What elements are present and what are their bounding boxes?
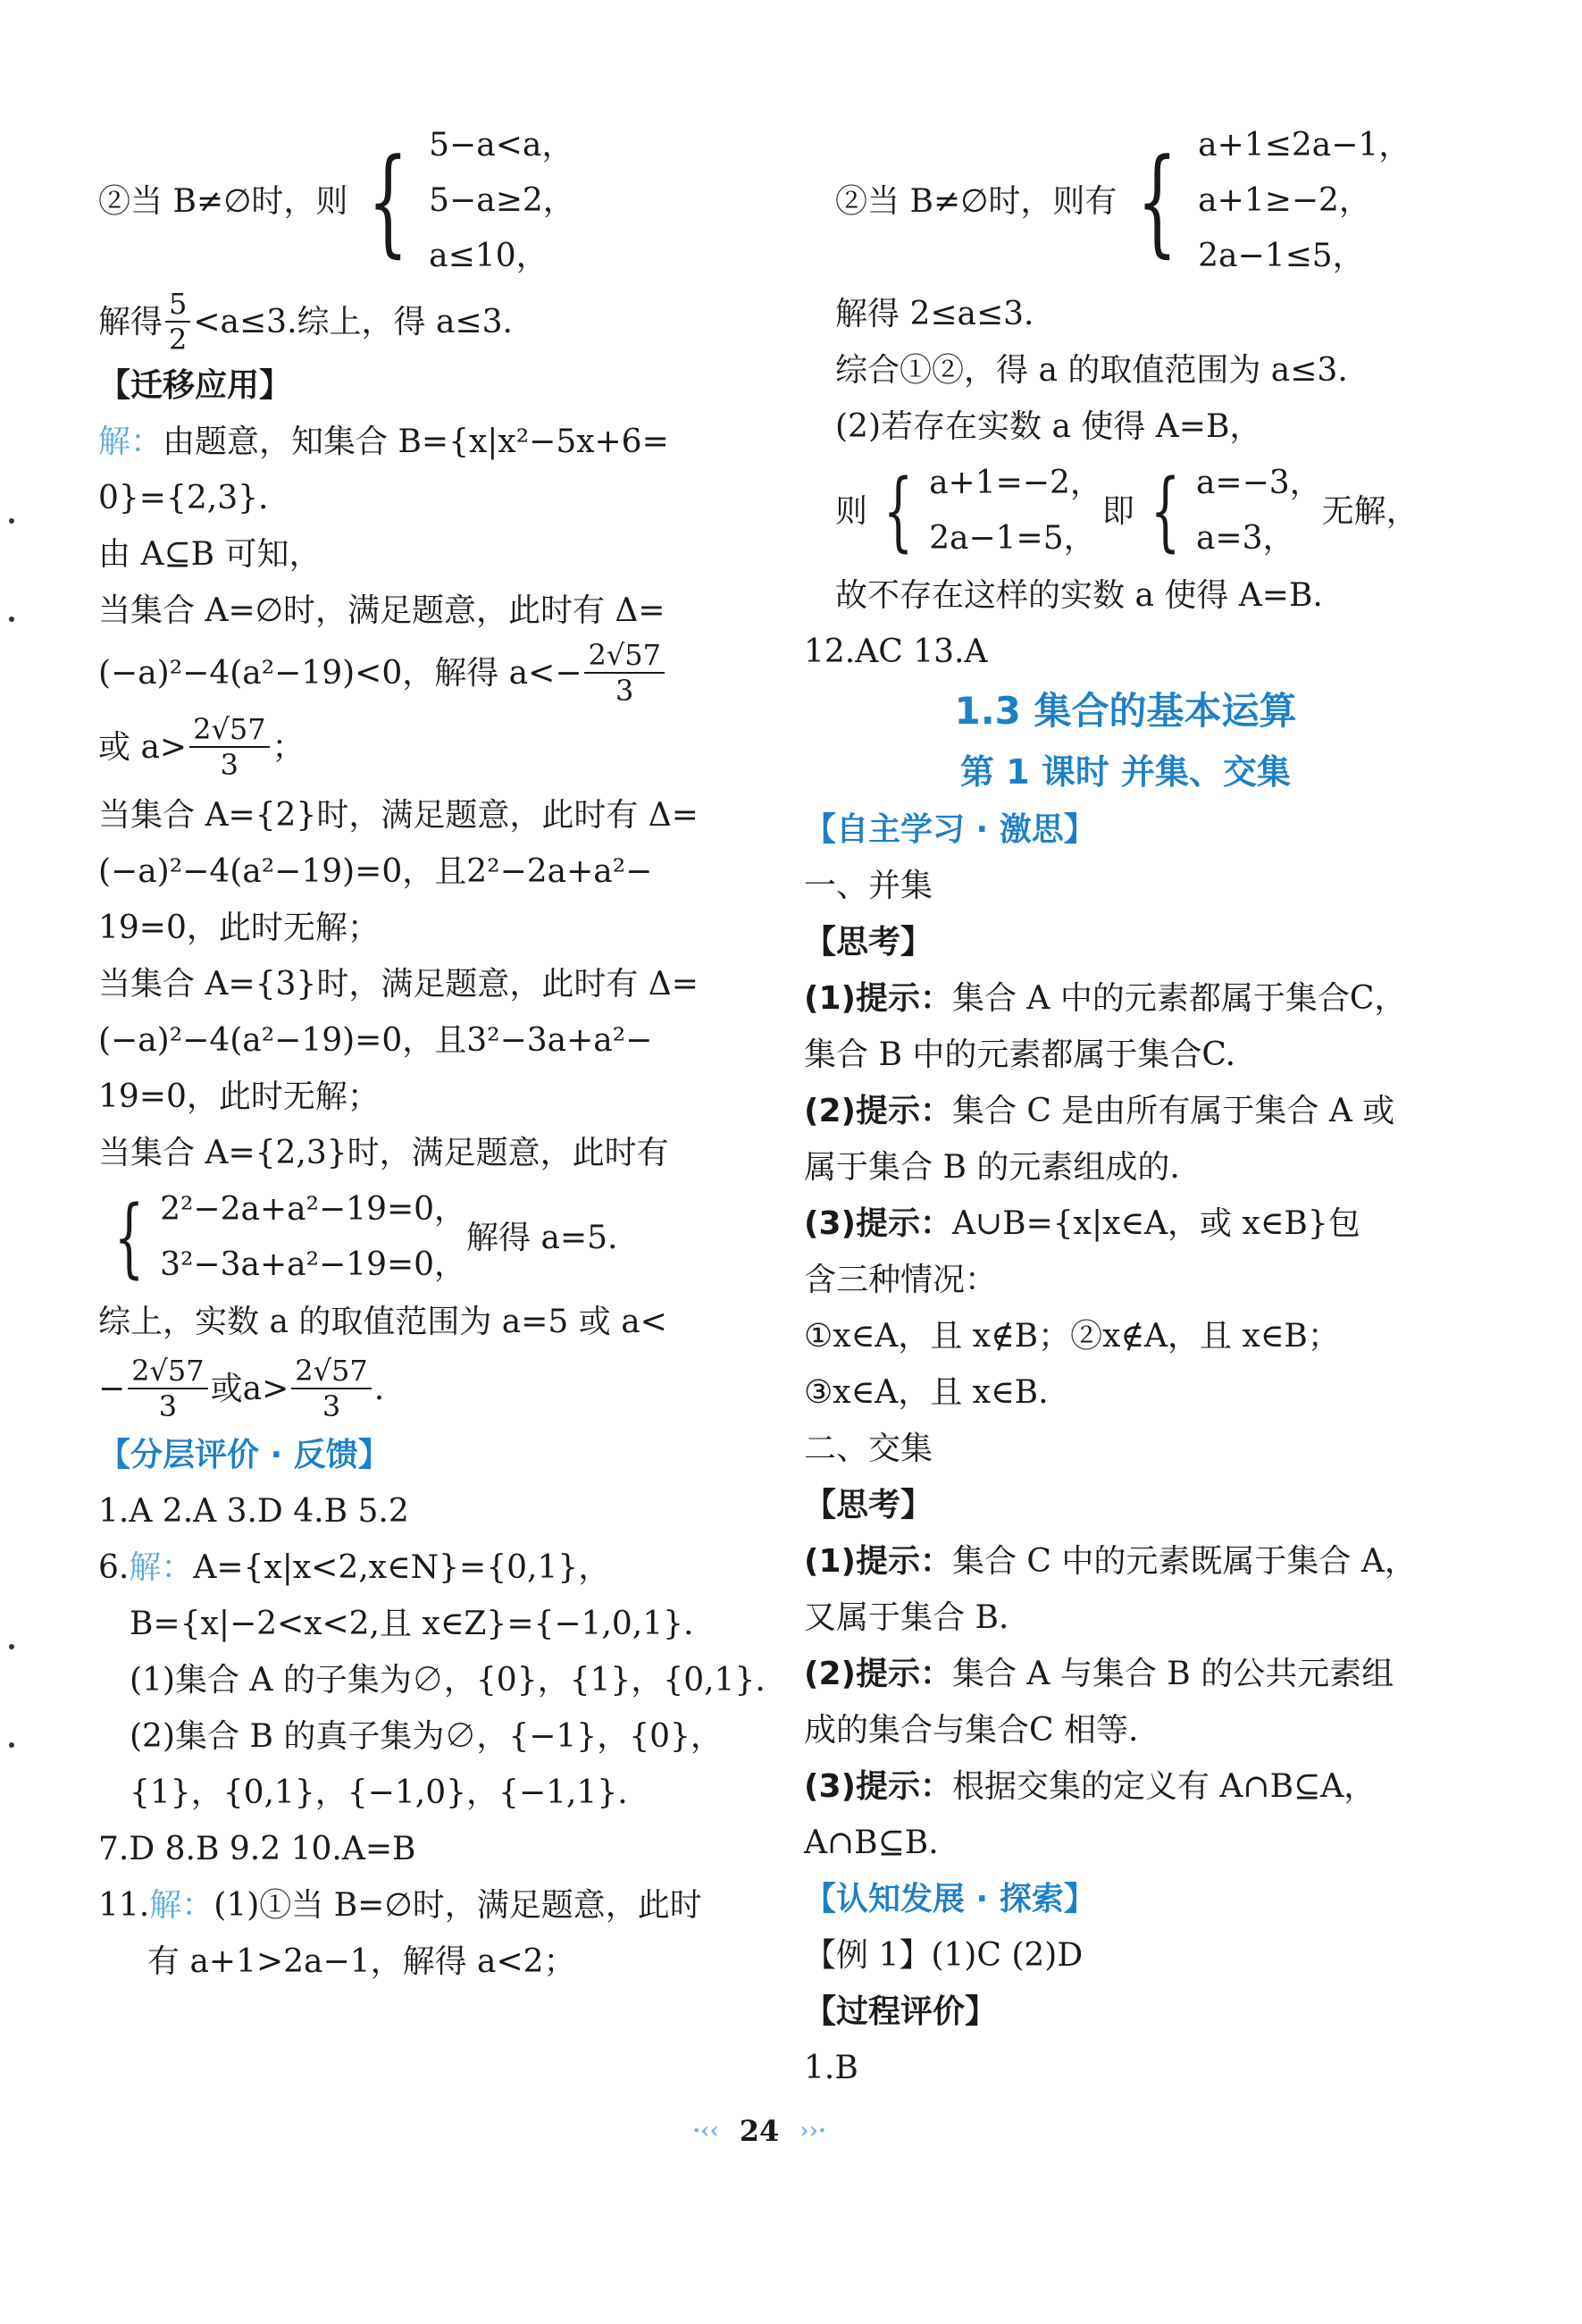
- hint-label: (3)提示：: [804, 1205, 952, 1242]
- system-row: 2²−2a+a²−19=0，: [160, 1191, 467, 1228]
- page-number-text: 24: [739, 2114, 780, 2148]
- equation-system-block: [98, 1182, 466, 1293]
- paragraph: 当集合 A=∅时，满足题意，此时有 Δ=: [98, 592, 665, 629]
- paragraph: [804, 1083, 1447, 1139]
- text: (1)①当 B=∅时，满足题意，此时: [213, 1887, 702, 1924]
- example-answer: 【例 1】(1)C (2)D: [804, 1937, 1084, 1974]
- paragraph: (2)集合 B 的真子集为∅，{−1}，{0}，: [130, 1718, 723, 1755]
- text: A∪B={x|x∈A，或 x∈B}包: [951, 1205, 1360, 1242]
- text: ②当 B≠∅时，则有: [835, 182, 1117, 220]
- system-row: a+1≤2a−1，: [1198, 127, 1411, 164]
- equation-system: [98, 1181, 741, 1294]
- inequality-system: [1117, 118, 1410, 284]
- paragraph: 成的集合与集合C 相等.: [804, 1712, 1139, 1749]
- lesson-title: 第 1 课时 并集、交集: [959, 752, 1292, 792]
- section-heading-renzhi: 【认知发展 · 探索】: [804, 1881, 1096, 1917]
- case-b-nonempty: [804, 116, 1447, 286]
- text: −: [98, 1370, 126, 1407]
- paragraph: B={x|−2<x<2,且 x∈Z}={−1,0,1}.: [130, 1606, 694, 1642]
- equation-system-block: [867, 456, 1102, 566]
- hint-label: (1)提示：: [804, 980, 952, 1017]
- paragraph: 集合 B 中的元素都属于集合C.: [804, 1036, 1236, 1073]
- text: 即: [1101, 492, 1134, 530]
- margin-mark: [9, 617, 14, 622]
- denominator: 3: [615, 674, 634, 708]
- text: 无解，: [1321, 492, 1419, 530]
- inequality-system: [347, 118, 574, 284]
- left-column: [98, 116, 766, 1990]
- system-row: 3²−3a+a²−19=0，: [160, 1246, 467, 1283]
- right-ornament-icon: ››·: [799, 2118, 826, 2144]
- brace-icon: {: [883, 461, 914, 561]
- paragraph: [804, 1533, 1447, 1590]
- numerator: 5: [165, 287, 190, 323]
- brace-icon: {: [113, 1187, 145, 1288]
- denominator: 3: [158, 1389, 178, 1423]
- subheading-bingji: 一、并集: [804, 868, 933, 904]
- text: ②当 B≠∅时，则: [98, 182, 348, 220]
- text: <a≤3.综上，得 a≤3.: [193, 303, 513, 340]
- paragraph: [98, 639, 741, 707]
- brace-icon: {: [1137, 133, 1178, 269]
- jie-label: 解：: [129, 1549, 194, 1586]
- text: 或 a>: [98, 728, 188, 766]
- system-row: 5−a≥2，: [429, 182, 575, 219]
- text: 由题意，知集合 B={x|x²−5x+6=: [163, 424, 669, 460]
- fraction: [584, 638, 664, 708]
- fraction: [165, 287, 190, 357]
- numerator: 2√57: [128, 1354, 207, 1389]
- denominator: 3: [322, 1389, 341, 1423]
- equation-system: [804, 455, 1447, 567]
- denominator: 3: [220, 748, 239, 782]
- brace-icon: {: [1150, 461, 1181, 561]
- system-row: 2a−1=5，: [929, 520, 1096, 557]
- paragraph: {1}，{0,1}，{−1,0}，{−1,1}.: [130, 1774, 628, 1811]
- section-heading-sikao: 【思考】: [804, 924, 933, 961]
- paragraph: (−a)²−4(a²−19)=0，且2²−2a+a²−: [98, 853, 653, 890]
- margin-mark: [9, 1644, 14, 1649]
- hint-label: (2)提示：: [804, 1093, 952, 1129]
- text: 集合 C 是由所有属于集合 A 或: [951, 1093, 1395, 1129]
- paragraph: 综上，实数 a 的取值范围为 a=5 或 a<: [98, 1304, 667, 1340]
- paragraph: A∩B⊆B.: [804, 1825, 939, 1861]
- paragraph: 当集合 A={2}时，满足题意，此时有 Δ=: [98, 797, 699, 834]
- paragraph: 有 a+1>2a−1，解得 a<2；: [147, 1943, 576, 1980]
- subheading-jiaoji: 二、交集: [804, 1430, 933, 1467]
- text: ；: [272, 728, 305, 766]
- equation-system-block: [1134, 456, 1322, 566]
- paragraph: 19=0，此时无解；: [98, 910, 380, 946]
- text: 或a>: [210, 1370, 289, 1407]
- paragraph: [804, 970, 1447, 1027]
- hint-label: (2)提示：: [804, 1656, 952, 1692]
- paragraph: 含三种情况：: [804, 1262, 998, 1298]
- fraction: [189, 712, 269, 782]
- text: 集合 A 与集合 B 的公共元素组: [951, 1656, 1394, 1692]
- section-title: 1.3 集合的基本运算: [954, 689, 1297, 733]
- text: .: [373, 1370, 385, 1407]
- numerator: 2√57: [584, 638, 664, 674]
- system-row: a=−3，: [1195, 465, 1322, 501]
- solution-line: [98, 286, 741, 357]
- section-heading-guocheng: 【过程评价】: [804, 1993, 998, 2030]
- page-number: [688, 2109, 831, 2153]
- hint-label: (3)提示：: [804, 1768, 952, 1805]
- answers-row: 12.AC 13.A: [804, 633, 988, 670]
- denominator: 2: [169, 323, 188, 357]
- answers-row: 1.A 2.A 3.D 4.B 5.2: [98, 1493, 409, 1530]
- numerator: 2√57: [189, 712, 269, 748]
- answer-11: [98, 1877, 741, 1934]
- system-row: a+1=−2，: [929, 465, 1102, 501]
- answer-6: [98, 1540, 741, 1596]
- text: 集合 A 中的元素都属于集合C，: [951, 980, 1407, 1017]
- paragraph: 解得 2≤a≤3.: [835, 296, 1034, 332]
- paragraph: [804, 1196, 1447, 1252]
- numerator: 2√57: [291, 1354, 371, 1389]
- system-row: a≤10，: [429, 238, 548, 274]
- answers-row: 7.D 8.B 9.2 10.A=B: [98, 1831, 416, 1867]
- right-column: [804, 116, 1447, 2096]
- paragraph: [98, 414, 741, 470]
- margin-mark: [9, 518, 14, 524]
- paragraph: (2)若存在实数 a 使得 A=B，: [835, 408, 1262, 445]
- margin-mark: [9, 1742, 14, 1748]
- text: 集合 C 中的元素既属于集合 A，: [951, 1543, 1417, 1580]
- text: 解得 a=5.: [466, 1219, 618, 1256]
- hint-label: (1)提示：: [804, 1543, 952, 1580]
- paragraph: 由 A⊆B 可知，: [98, 536, 322, 573]
- text: 解得: [98, 303, 163, 340]
- text: 11.: [98, 1887, 150, 1924]
- section-heading-qianyi: 【迁移应用】: [98, 367, 292, 404]
- paragraph: 属于集合 B 的元素组成的.: [804, 1149, 1180, 1186]
- paragraph: 故不存在这样的实数 a 使得 A=B.: [835, 577, 1323, 614]
- system-row: 2a−1≤5，: [1198, 238, 1365, 274]
- paragraph: (1)集合 A 的子集为∅，{0}，{1}，{0,1}.: [130, 1662, 766, 1699]
- paragraph: 0}={2,3}.: [98, 480, 269, 516]
- fraction: [291, 1354, 371, 1423]
- left-ornament-icon: ·‹‹: [692, 2118, 719, 2144]
- text: A={x|x<2,x∈N}={0,1}，: [193, 1549, 611, 1586]
- paragraph: 当集合 A={3}时，满足题意，此时有 Δ=: [98, 966, 699, 1003]
- paragraph: (−a)²−4(a²−19)=0，且3²−3a+a²−: [98, 1022, 653, 1059]
- section-heading-zizhu: 【自主学习 · 激思】: [804, 811, 1096, 848]
- paragraph: [804, 1758, 1447, 1815]
- system-row: 5−a<a，: [429, 127, 574, 164]
- paragraph: 当集合 A={2,3}时，满足题意，此时有: [98, 1135, 669, 1171]
- case-b-nonempty: [98, 116, 741, 286]
- paragraph: 又属于集合 B.: [804, 1599, 1009, 1636]
- jie-label: 解：: [98, 424, 163, 460]
- system-row: a+1≥−2，: [1198, 182, 1371, 219]
- paragraph: 19=0，此时无解；: [98, 1078, 380, 1115]
- text: (−a)²−4(a²−19)<0，解得 a<−: [98, 654, 582, 692]
- paragraph: [804, 1646, 1447, 1702]
- fraction: [128, 1354, 207, 1423]
- paragraph: ③x∈A，且 x∈B.: [804, 1374, 1049, 1411]
- text: 6.: [98, 1549, 130, 1586]
- paragraph: ①x∈A，且 x∉B；②x∉A，且 x∈B；: [804, 1318, 1340, 1355]
- text: 则: [835, 492, 868, 530]
- system-row: a=3，: [1195, 520, 1295, 557]
- brace-icon: {: [368, 133, 409, 269]
- paragraph: [98, 707, 741, 787]
- jie-label: 解：: [149, 1887, 214, 1924]
- section-heading-fenceng: 【分层评价 · 反馈】: [98, 1437, 390, 1473]
- paragraph: 综合①②，得 a 的取值范围为 a≤3.: [835, 352, 1348, 389]
- answers-row: 1.B: [804, 2050, 858, 2086]
- text: 根据交集的定义有 A∩B⊆A，: [951, 1768, 1377, 1805]
- paragraph: [98, 1350, 741, 1427]
- section-heading-sikao: 【思考】: [804, 1487, 933, 1523]
